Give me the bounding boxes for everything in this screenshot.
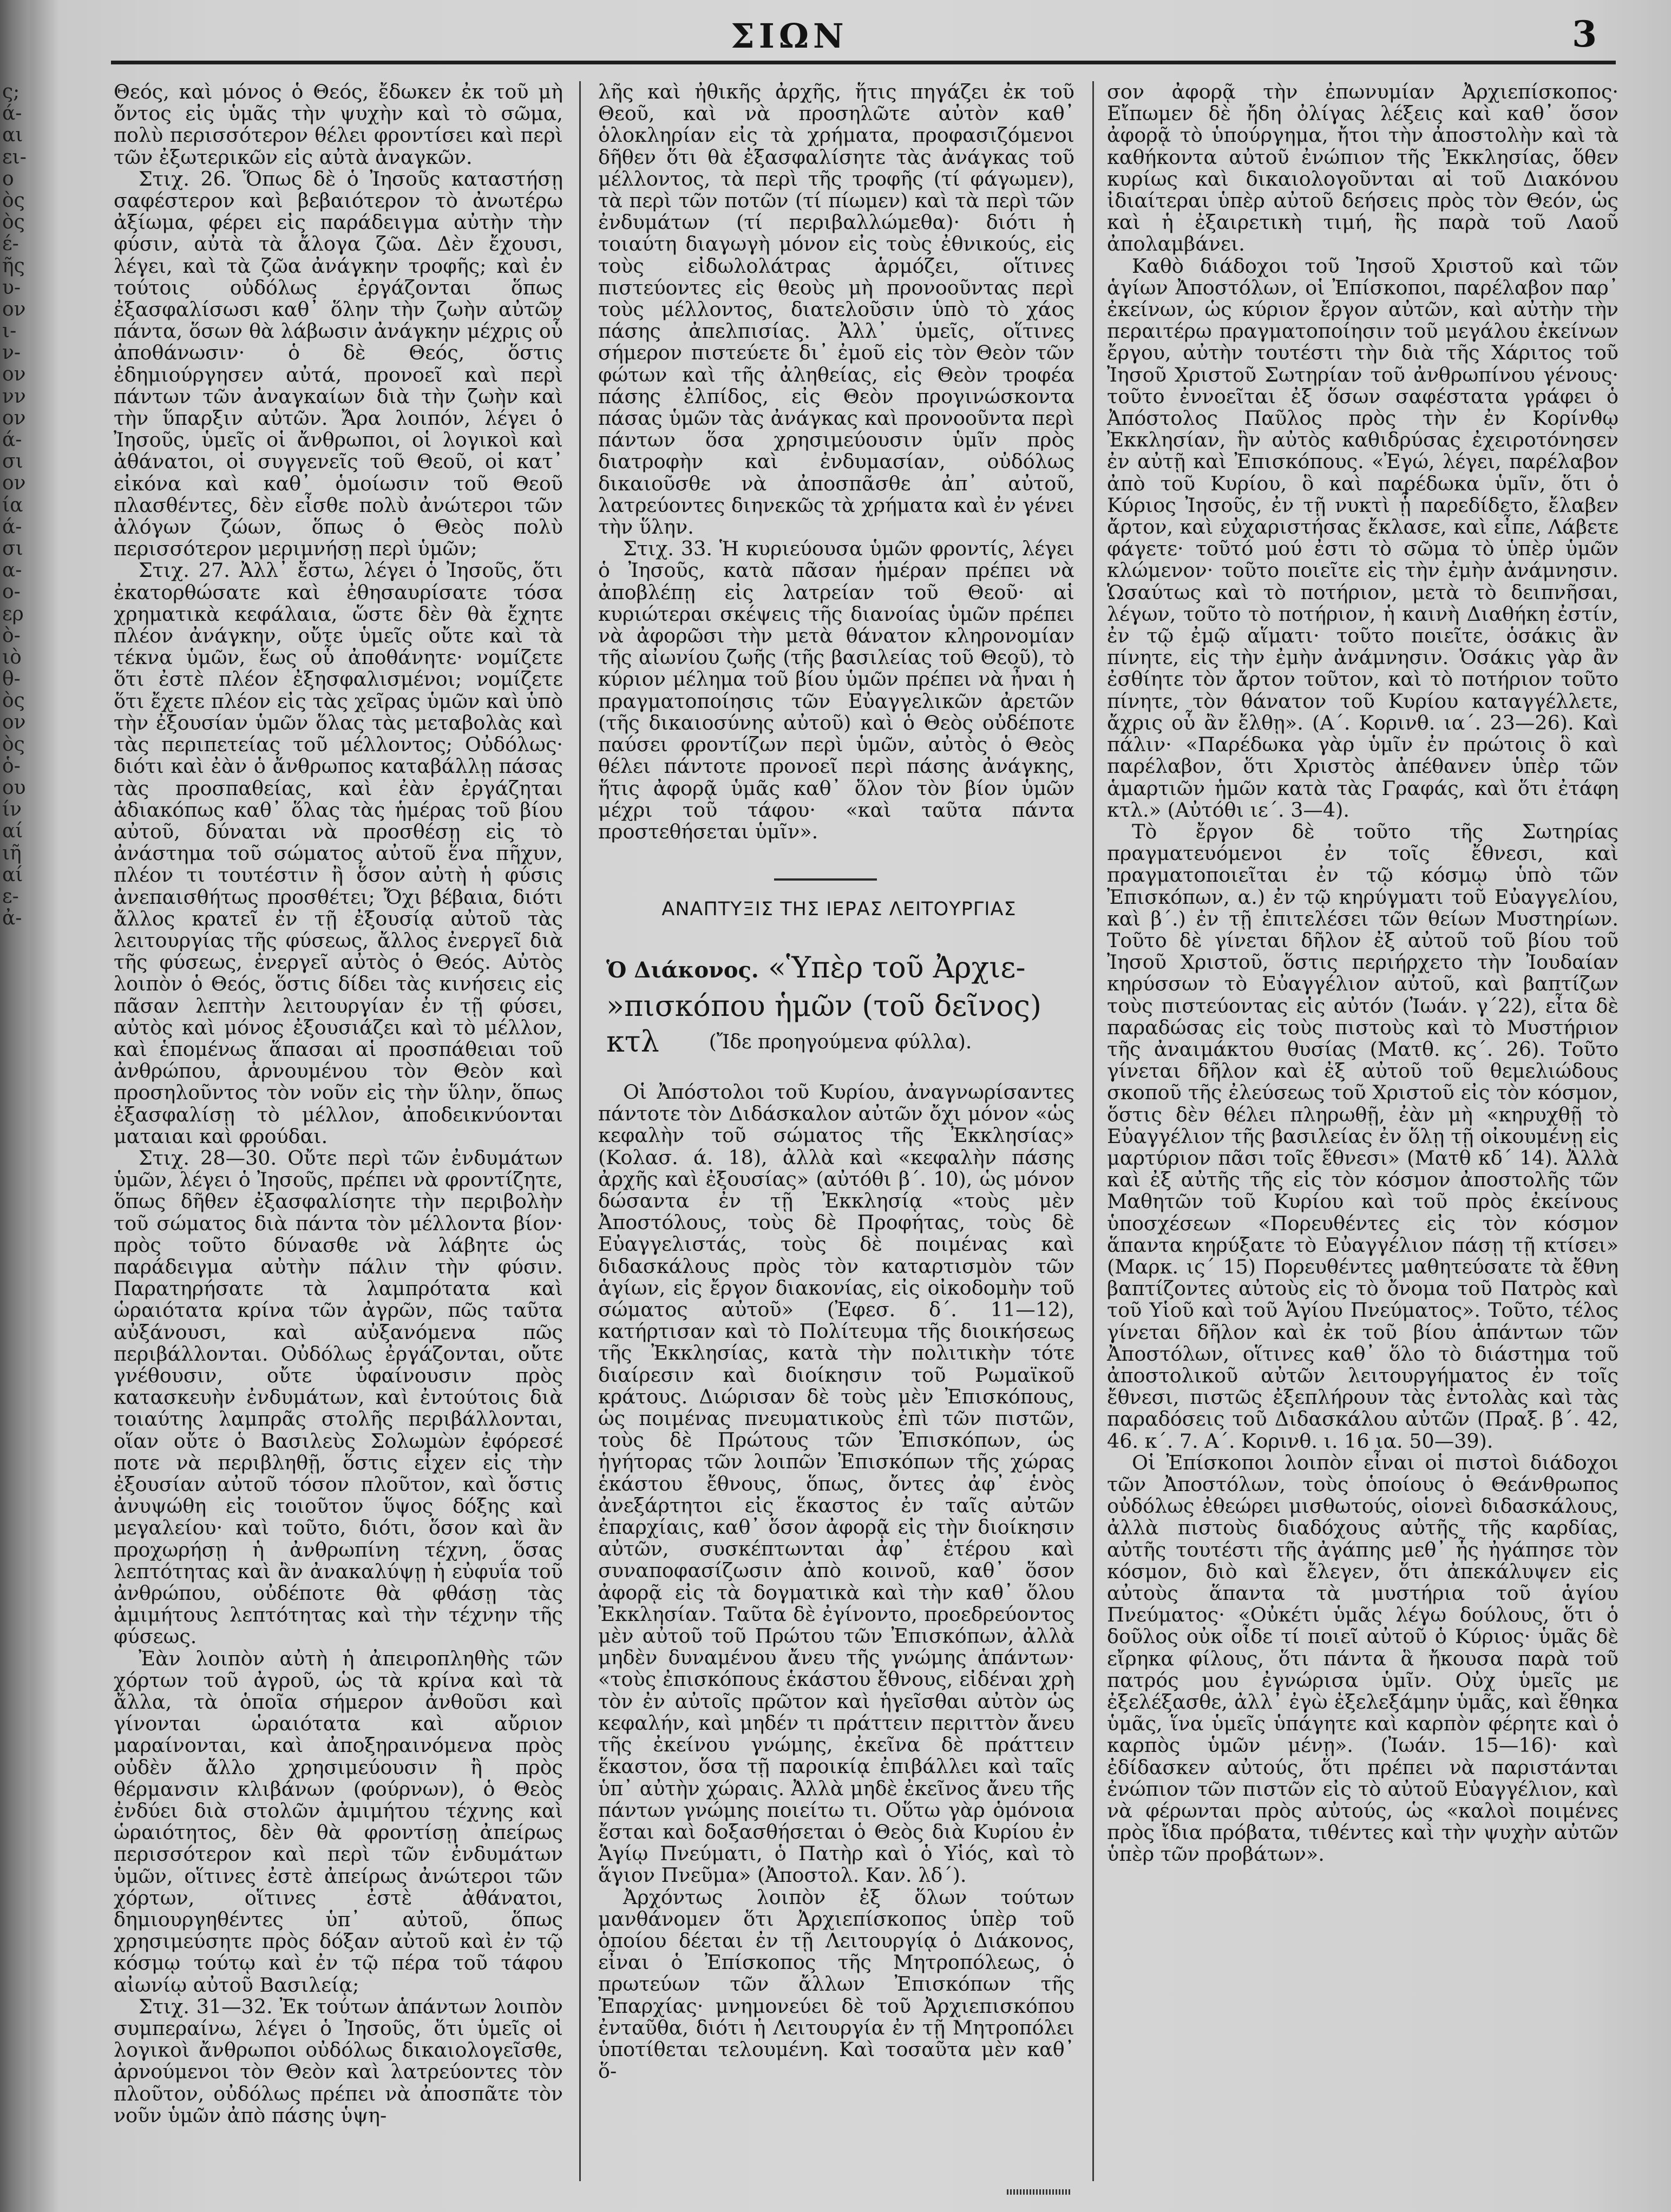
fragment-line: ου: [2, 777, 26, 799]
fragment-line: ον: [2, 712, 26, 734]
fragment-line: ὸς: [2, 212, 25, 234]
section-divider: [774, 878, 877, 881]
lead-speaker: Ὁ Διάκονος.: [606, 957, 759, 983]
paragraph: Οἱ Ἀπόστολοι τοῦ Κυρίου, ἀναγνωρίσαντες πάντοτε τὸν Διδάσκαλον αὐτῶν ὄχι μόνον «ὡς κεφαλὴν τοῦ σώματος τῆς Ἐκκλησίας» (Κολασ. ά. 18), ἀλλὰ καὶ «κεφαλὴν πάσης ἀρχῆς καὶ ἐξουσίας» (αὐτόθι β΄. 10), ὡς μόνον δώσαντα ἐν τῇ Ἐκκλησίᾳ «τοὺς μὲν Ἀποστόλους, τοὺς δὲ Προφήτας, τοὺς δὲ Εὐαγγελιστάς, τοὺς δὲ ποιμένας καὶ διδασκάλους πρὸς τὸν καταρτισμὸν τῶν ἁγίων, εἰς ἔργον διακονίας, εἰς οἰκοδομὴν τοῦ σώματος αὐτοῦ» (Ἐφεσ. δ΄. 11—12), κατήρτισαν καὶ τὸ Πολίτευμα τῆς διοικήσεως τῆς Ἐκκλησίας, κατὰ τὴν πολιτικὴν τότε διαίρεσιν καὶ διοίκησιν τοῦ Ρωμαϊκοῦ κράτους. Διώρισαν δὲ τοὺς μὲν Ἐπισκόπους, ὡς ποιμένας πνευματικοὺς ἐπὶ τῶν πιστῶν, τοὺς δὲ Πρώτους τῶν Ἐπισκόπων, ὡς ἡγήτορας τῶν λοιπῶν Ἐπισκόπων τῆς χώρας ἑκάστου ἔθνους, ὅπως, ὄντες ἀφ᾿ ἑνὸς ἀνεξάρτητοι εἰς ἕκαστος ἐν ταῖς αὐτῶν ἐπαρχίαις, καθ᾿ ὅσον ἀφορᾷ εἰς τὴν διοίκησιν αὐτῶν, συσκέπτωνται ἀφ᾿ ἑτέρου καὶ συναποφασίζωσιν ἀπὸ κοινοῦ, καθ᾿ ὅσον ἀφορᾷ εἰς τὰ δογματικὰ καὶ τὴν καθ᾿ ὅλου Ἐκκλησίαν. Ταῦτα δὲ ἐγίνοντο, προεδρεύοντος μὲν αὐτοῦ τοῦ Πρώτου τῶν Ἐπισκόπων, ἀλλὰ μηδὲν δυναμένου ἄνευ τῆς γνώμης ἁπάντων· «τοὺς ἐπισκόπους ἑκάστου ἔθνους, εἰδέναι χρὴ τὸν ἐν αὐτοῖς πρῶτον καὶ ἡγεῖσθαι αὐτὸν ὡς κεφαλήν, καὶ μηδέν τι πράττειν περιττὸν ἄνευ τῆς ἐκείνου γνώμης, ἐκεῖνα δὲ πράττειν ἕκαστον, ὅσα τῇ παροικίᾳ ἐπιβάλλει καὶ ταῖς ὑπ᾿ αὐτὴν χώραις. Ἀλλὰ μηδὲ ἐκεῖνος ἄνευ τῆς πάντων γνώμης ποιείτω τι. Οὕτω γὰρ ὁμόνοια ἔσται καὶ δοξασθήσεται ὁ Θεὸς διὰ Κυρίου ἐν Ἁγίῳ Πνεύματι, ὁ Πατὴρ καὶ ὁ Υἱός, καὶ τὸ ἅγιον Πνεῦμα» (Ἀποστολ. Καν. λδ΄).: [598, 1080, 1074, 1887]
fragment-line: σι: [2, 537, 23, 560]
paragraph: Στιχ. 26. Ὅπως δὲ ὁ Ἰησοῦς καταστήσῃ σαφέστερον καὶ βεβαιότερον τὸ ἀνωτέρω ἀξίωμα, φέρει εἰς παράδειγμα αὐτὴν τὴν φύσιν, αὐτὰ τὰ ἄλογα ζῶα. Δὲν ἔχουσι, λέγει, καὶ τὰ ζῶα ἀνάγκην τροφῆς; καὶ ἐν τούτοις οὐδόλως ἐργάζονται ὅπως ἐξασφαλίσωσι καθ᾿ ὅλην τὴν ζωὴν αὐτῶν πάντα, ὅσων θὰ λάβωσιν ἀνάγκην μέχρις οὗ ἀποθάνωσιν· ὁ δὲ Θεός, ὅστις ἐδημιούργησεν αὐτά, προνοεῖ καὶ περὶ πάντων τῶν ἀναγκαίων διὰ τὴν ζωὴν καὶ τὴν ὕπαρξιν αὐτῶν. Ἄρα λοιπόν, λέγει ὁ Ἰησοῦς, ὑμεῖς οἱ ἄνθρωποι, οἱ λογικοὶ καὶ ἀθάνατοι, οἱ συγγενεῖς τοῦ Θεοῦ, οἱ κατ᾿ εἰκόνα καὶ καθ᾿ ὁμοίωσιν τοῦ Θεοῦ πλασθέντες, δὲν εἶσθε πολὺ ἀνώτεροι τῶν ἀλόγων ζώων, ὅπως ὁ Θεὸς πολὺ περισσότερον μεριμνήσῃ περὶ ὑμῶν;: [114, 167, 563, 561]
adjacent-page-fragments: [2, 81, 27, 929]
fragment-line: αί: [2, 864, 23, 886]
fragment-line: ιῆ: [2, 842, 22, 864]
fragment-line: ἀ-: [2, 908, 22, 930]
fragment-line: ὸς: [2, 690, 25, 712]
paragraph: Καθὸ διάδοχοι τοῦ Ἰησοῦ Χριστοῦ καὶ τῶν ἁγίων Ἀποστόλων, οἱ Ἐπίσκοποι, παρέλαβον παρ᾿ ἐκείνων, ὡς κύριον ἔργον αὐτῶν, καὶ αὐτὴν τὴν περαιτέρω πραγματοποίησιν τοῦ μεγάλου ἐκείνων ἔργου, αὐτὴν τουτέστι τὴν διὰ τῆς Χάριτος τοῦ Ἰησοῦ Χριστοῦ Σωτηρίαν τοῦ ἀνθρωπίνου γένους· τοῦτο ἐννοεῖται ἐξ ὅσων σαφέστατα γράφει ὁ Ἀπόστολος Παῦλος πρὸς τὴν ἐν Κορίνθῳ Ἐκκλησίαν, ἣν αὐτὸς καθιδρύσας ἐχειροτόνησεν ἐν αὐτῇ καὶ Ἐπισκόπους. «Ἐγώ, λέγει, παρέλαβον ἀπὸ τοῦ Κυρίου, ὃ καὶ παρέδωκα ὑμῖν, ὅτι ὁ Κύριος Ἰησοῦς, ἐν τῇ νυκτὶ ᾗ παρεδίδετο, ἔλαβεν ἄρτον, καὶ εὐχαριστήσας ἔκλασε, καὶ εἶπε, Λάβετε φάγετε· τοῦτό μού ἐστι τὸ σῶμα τὸ ὑπὲρ ὑμῶν κλώμενον· τοῦτο ποιεῖτε εἰς τὴν ἐμὴν ἀνάμνησιν. Ὡσαύτως καὶ τὸ ποτήριον, μετὰ τὸ δειπνῆσαι, λέγων, τοῦτο τὸ ποτήριον, ἡ καινὴ Διαθήκη ἐστίν, ἐν τῷ ἐμῷ αἵματι· τοῦτο ποιεῖτε, ὁσάκις ἂν πίνητε, εἰς τὴν ἐμὴν ἀνάμνησιν. Ὁσάκις γὰρ ἂν ἐσθίητε τὸν ἄρτον τοῦτον, καὶ τὸ ποτήριον τοῦτο πίνητε, τὸν θάνατον τοῦ Κυρίου καταγγέλλετε, ἄχρις οὗ ἂν ἔλθῃ». (Α΄. Κορινθ. ια΄. 23—26). Καὶ πάλιν· «Παρέδωκα γὰρ ὑμῖν ἐν πρώτοις ὃ καὶ παρέλαβον, ὅτι Χριστὸς ἀπέθανεν ὑπὲρ τῶν ἁμαρτιῶν ἡμῶν κατὰ τὰς Γραφάς, καὶ ὅτι ἐτάφη κτλ.» (Αὐτόθι ιε΄. 3—4).: [1107, 254, 1618, 822]
fragment-line: έ-: [2, 233, 19, 255]
fragment-line: ίν: [2, 799, 22, 821]
paragraph: Θεός, καὶ μόνος ὁ Θεός, ἔδωκεν ἐκ τοῦ μὴ ὄντος εἰς ὑμᾶς τὴν ψυχὴν καὶ τὸ σῶμα, πολὺ περισσότερον θέλει φροντίσει καὶ περὶ τῶν ἐξωτερικῶν εἰς αὐτὰ ἀναγκῶν.: [114, 80, 563, 169]
section-title: ΑΝΑΠΤΥΞΙΣ ΤΗΣ ΙΕΡΑΣ ΛΕΙΤΟΥΡΓΙΑΣ: [661, 898, 1017, 920]
fragment-line: ὸς: [2, 733, 25, 756]
section-note: (Ἴδε προηγούμενα φύλλα).: [709, 1031, 972, 1053]
page-header: [87, 11, 1597, 62]
paragraph: Ἀρχόντως λοιπὸν ἐξ ὅλων τούτων μανθάνομεν ὅτι Ἀρχιεπίσκοπος ὑπὲρ τοῦ ὁποίου δέεται ἐν τῇ Λειτουργίᾳ ὁ Διάκονος, εἶναι ὁ Ἐπίσκοπος τῆς Μητροπόλεως, ὁ πρωτεύων τῶν ἄλλων Ἐπισκόπων τῆς Ἐπαρχίας· μνημονεύει δὲ τοῦ Ἀρχιεπισκόπου ἐνταῦθα, διότι ἡ Λειτουργία ἐν τῇ Μητροπόλει ὑποτίθεται τελουμένη. Καὶ τοσαῦτα μὲν καθ᾿ ὅ-: [598, 1885, 1074, 2083]
page-number: 3: [1572, 13, 1597, 55]
fragment-line: ν-: [2, 342, 21, 364]
fragment-line: ὁ-: [2, 755, 21, 777]
fragment-line: α-: [2, 560, 22, 582]
newspaper-title: ΣΙΩΝ: [731, 16, 848, 56]
paragraph: Στιχ. 31—32. Ἐκ τούτων ἁπάντων λοιπὸν συμπεραίνω, λέγει ὁ Ἰησοῦς, ὅτι ὑμεῖς οἱ λογικοὶ ἄνθρωποι οὐδόλως δικαιολογεῖσθε, ἀρνούμενοι τὸν Θεὸν καὶ λατρεύοντες τὸν πλοῦτον, οὐδόλως πρέπει νὰ ἀποσπᾶτε τὸν νοῦν ὑμῶν ἀπὸ πάσης ὑψη-: [114, 1994, 563, 2127]
paragraph: Τὸ ἔργον δὲ τοῦτο τῆς Σωτηρίας πραγματευόμενοι ἐν τοῖς ἔθνεσι, καὶ πραγματοποιεῖται ἐν τῷ κόσμῳ ὑπὸ τῶν Ἐπισκόπων, α.) ἐν τῷ κηρύγματι τοῦ Εὐαγγελίου, καὶ β΄.) ἐν τῇ ἐπιτελέσει τῶν θείων Μυστηρίων. Τοῦτο δὲ γίνεται δῆλον ἐξ αὐτοῦ τοῦ βίου τοῦ Ἰησοῦ Χριστοῦ, ὅστις περιήρχετο τὴν Ἰουδαίαν κηρύσσων τὸ Εὐαγγέλιον αὐτοῦ, καὶ βαπτίζων τοὺς πιστεύοντας εἰς αὐτόν (Ἰωάν. γ΄22), εἶτα δὲ παραδώσας εἰς τοὺς πιστοὺς καὶ τὸ Μυστήριον τῆς ἀναιμάκτου θυσίας (Ματθ. κς΄. 26). Τοῦτο γίνεται δῆλον καὶ ἐξ αὐτοῦ τοῦ θεμελιώδους σκοποῦ τῆς ἐλεύσεως τοῦ Χριστοῦ εἰς τὸν κόσμον, ὅστις δὲν θέλει πληρωθῇ, ἐὰν μὴ «κηρυχθῇ τὸ Εὐαγγέλιον τῆς βασιλείας ἐν ὅλῃ τῇ οἰκουμένῃ εἰς μαρτύριον πᾶσι τοῖς ἔθνεσι» (Ματθ κδ΄ 14). Ἀλλὰ καὶ ἐξ αὐτῆς τῆς εἰς τὸν κόσμον ἀποστολῆς τῶν Μαθητῶν τοῦ Κυρίου καὶ τοῦ πρὸς ἐκείνους ὑποσχέσεων «Πορευθέντες εἰς τὸν κόσμον ἅπαντα κηρύξατε τὸ Εὐαγγέλιον πάσῃ τῇ κτίσει» (Μαρκ. ις΄ 15) Πορευθέντες μαθητεύσατε τὰ ἔθνη βαπτίζοντες αὐτοὺς εἰς τὸ ὄνομα τοῦ Πατρὸς καὶ τοῦ Υἱοῦ καὶ τοῦ Ἁγίου Πνεύματος». Τοῦτο, τέλος γίνεται δῆλον καὶ ἐκ τοῦ βίου ἁπάντων τῶν Ἀποστόλων, οἵτινες καθ᾿ ὅλο τὸ διάστημα τοῦ ἀποστολικοῦ αὐτῶν λειτουργήματος ἐν τοῖς ἔθνεσι, πιστῶς ἐξεπλήρουν τὰς ἐντολὰς καὶ τὰς παραδόσεις τοῦ Διδασκάλου αὐτῶν (Πραξ. β΄. 42, 46. κ΄. 7. Α΄. Κορινθ. ι. 16 ια. 50—39).: [1107, 819, 1618, 1453]
fragment-line: ά-: [2, 103, 22, 125]
column-1: [114, 81, 563, 2126]
fragment-line: ιὸ: [2, 646, 22, 668]
fragment-line: ον: [2, 472, 26, 495]
fragment-line: ὸ-: [2, 625, 21, 647]
fragment-line: ά-: [2, 516, 22, 538]
column-divider-2: [1092, 81, 1094, 2181]
header-rule: [111, 61, 1616, 64]
fragment-line: ία: [2, 494, 23, 516]
fragment-line: αι: [2, 124, 23, 147]
fragment-line: ο: [2, 168, 14, 190]
fragment-line: ο-: [2, 581, 21, 603]
fragment-line: ὸς: [2, 189, 25, 212]
paragraph: Στιχ. 27. Ἀλλ᾿ ἔστω, λέγει ὁ Ἰησοῦς, ὅτι ἐκατορθώσατε καὶ ἐθησαυρίσατε τόσα χρηματικὰ κεφάλαια, ὥστε δὲν θὰ ἔχητε πλέον ἀνάγκην, οὔτε ὑμεῖς οὔτε καὶ τὰ τέκνα ὑμῶν, ἕως οὗ ἀποθάνητε· νομίζετε ὅτι ἐστὲ πλέον ἐξησφαλισμένοι; νομίζετε ὅτι ἔχετε πλέον εἰς τὰς χεῖρας ὑμῶν καὶ ὑπὸ τὴν ἐξουσίαν ὑμῶν ὅλας τὰς μεταβολὰς καὶ τὰς περιπετείας τοῦ μέλλοντος; Οὐδόλως· διότι καὶ ἐὰν ὁ ἄνθρωπος καταβάλλῃ πάσας τὰς προσπαθείας, καὶ ἐὰν ἐργάζηται ἀδιακόπως καθ᾿ ὅλας τὰς ἡμέρας τοῦ βίου αὐτοῦ, δύναται νὰ προσθέσῃ εἰς τὸ ἀνάστημα τοῦ σώματος αὐτοῦ ἕνα πῆχυν, πλέον τι τουτέστιν ἢ ὅσον αὐτὴ ἡ φύσις ἀνεπαισθήτως προσθέτει; Ὄχι βέβαια, διότι ἄλλος κρατεῖ ἐν τῇ ἐξουσίᾳ αὐτοῦ τὰς λειτουργίας τῆς φύσεως, ἄλλος ἐνεργεῖ διὰ τῆς φύσεως, ἐνεργεῖ αὐτὸς ὁ Θεός. Αὐτὸς λοιπὸν ὁ Θεός, ὅστις δίδει τὰς κινήσεις εἰς πᾶσαν λεπτὴν λειτουργίαν ἐν τῇ φύσει, αὐτὸς καὶ μόνος ἐξουσιάζει καὶ τὸ μέλλον, καὶ ἑπομένως ἅπασαι αἱ προσπάθειαι τοῦ ἀνθρώπου, ἀρνουμένου τὸν Θεὸν καὶ προσηλοῦντος τὸν νοῦν εἰς τὴν ὕλην, ὅπως ἐξασφαλίσῃ τὸ μέλλον, ἀποδεικνύονται ματαιαι καὶ φρούδαι.: [114, 559, 563, 1148]
fragment-line: αί: [2, 821, 23, 843]
column-2-top: [598, 81, 1074, 843]
fragment-line: ι-: [2, 320, 17, 343]
fragment-line: ε-: [2, 885, 19, 908]
fragment-line: ς;: [2, 81, 20, 103]
fragment-line: σι: [2, 451, 23, 473]
fragment-line: ῆς: [2, 255, 25, 277]
fragment-line: ει-: [2, 146, 27, 168]
fragment-line: ά-: [2, 429, 22, 451]
paragraph: σον ἀφορᾷ τὴν ἐπωνυμίαν Ἀρχιεπίσκοπος· Εἴπωμεν δὲ ἤδη ὀλίγας λέξεις καὶ καθ᾿ ὅσον ἀφορᾷ τὸ ὑπούργημα, ἤτοι τὴν ἀποστολὴν καὶ τὰ καθήκοντα αὐτοῦ ἐνώπιον τῆς Ἐκκλησίας, ὅθεν κυρίως καὶ δικαιολογοῦνται αἱ τοῦ Διακόνου ἰδιαίτεραι ὑπὲρ αὐτοῦ δεήσεις πρὸς τὸν Θεόν, ὡς καὶ ἡ ἐξαιρετικὴ τιμή, ἣς παρὰ τοῦ Λαοῦ ἀπολαμβάνει.: [1107, 80, 1618, 256]
fragment-line: ον: [2, 298, 26, 320]
fragment-line: νν: [2, 385, 26, 408]
column-divider-1: [579, 81, 581, 2181]
fragment-line: ον: [2, 364, 26, 386]
fragment-line: θ-: [2, 668, 21, 691]
column-2-bottom: [598, 1081, 1074, 2082]
paragraph: Ἐὰν λοιπὸν αὐτὴ ἡ ἀπειροπληθὴς τῶν χόρτων τοῦ ἀγροῦ, ὡς τὰ κρίνα καὶ τὰ ἄλλα, τὰ ὁποῖα σήμερον ἀνθοῦσι καὶ γίνονται ὡραιότατα καὶ αὔριον μαραίνονται, καὶ ἀποξηραινόμενα πρὸς οὐδὲν ἄλλο χρησιμεύουσιν ἢ πρὸς θέρμανσιν κλιβάνων (φούρνων), ὁ Θεὸς ἐνδύει διὰ στολῶν ἀμιμήτου τέχνης καὶ ὡραιότητος, δὲν θὰ φροντίσῃ ἀπείρως περισσότερον καὶ περὶ τῶν ἐνδυμάτων ὑμῶν, οἵτινες ἐστὲ ἀπείρως ἀνώτεροι τῶν χόρτων, οἵτινες ἐστὲ ἀθάνατοι, δημιουργηθέντες ὑπ᾿ αὐτοῦ, ὅπως χρησιμεύσητε πρὸς δόξαν αὐτοῦ καὶ ἐν τῷ κόσμῳ τούτῳ καὶ ἐν τῷ πέρα τοῦ τάφου αἰωνίῳ αὐτοῦ Βασιλείᾳ;: [114, 1646, 563, 1997]
fragment-line: υ-: [2, 277, 21, 299]
column-3: [1107, 81, 1618, 1866]
paragraph: λῆς καὶ ἠθικῆς ἀρχῆς, ἥτις πηγάζει ἐκ τοῦ Θεοῦ, καὶ νὰ προσηλῶτε αὐτὸν καθ᾿ ὁλοκληρίαν εἰς τὰ χρήματα, προφασιζόμενοι δῆθεν ὅτι θὰ ἐξασφαλίσητε τὰς ἀνάγκας τοῦ μέλλοντος, τὰ περὶ τῆς τροφῆς (τί φάγωμεν), τὰ περὶ τῶν ποτῶν (τί πίωμεν) καὶ τὰ περὶ τῶν ἐνδυμάτων (τί περιβαλλώμεθα)· διότι ἡ τοιαύτη διαγωγὴ μόνον εἰς τοὺς ἐθνικούς, εἰς τοὺς εἰδωλολάτρας ἁρμόζει, οἵτινες πιστεύοντες εἰς θεοὺς μὴ προνοοῦντας περὶ τοὺς μέλλοντος, διατελοῦσιν ὑπὸ τὸ χάος πάσης ἀπελπισίας. Ἀλλ᾿ ὑμεῖς, οἵτινες σήμερον πιστεύετε δι᾿ ἐμοῦ εἰς τὸν Θεὸν τῶν φώτων καὶ τῆς ἀληθείας, εἰς Θεὸν τροφέα πάσης ἐλπίδος, εἰς Θεὸν προγινώσκοντα πάσας ὑμῶν τὰς ἀνάγκας καὶ προνοοῦντα περὶ πάντων ὅσα χρησιμεύουσιν ὑμῖν πρὸς διατροφὴν καὶ ἐνδυμασίαν, οὐδόλως δικαιοῦσθε νὰ ἀποσπᾶσθε ἀπ᾿ αὐτοῦ, λατρεύοντες διηνεκῶς τὰ χρήματα καὶ ἐν γένει τὴν ὕλην.: [598, 80, 1074, 539]
paragraph: Στιχ. 33. Ἡ κυριεύουσα ὑμῶν φροντίς, λέγει ὁ Ἰησοῦς, κατὰ πᾶσαν ἡμέραν πρέπει νὰ ἀποβλέπῃ εἰς λατρείαν τοῦ Θεοῦ· αἱ κυριώτεραι σκέψεις τῆς διανοίας ὑμῶν πρέπει νὰ ἀφορῶσι τὴν μετὰ θάνατον κληρονομίαν τῆς αἰωνίου ζωῆς (τῆς βασιλείας τοῦ Θεοῦ), τὸ κύριον μέλημα τοῦ βίου ὑμῶν πρέπει νὰ ἦναι ἡ πραγματοποίησις τῶν Εὐαγγελικῶν ἀρετῶν (τῆς δικαιοσύνης αὐτοῦ) καὶ ὁ Θεὸς οὐδέποτε παύσει φροντίζων περὶ ὑμῶν, αὐτὸς ὁ Θεὸς θέλει πάντοτε προνοεῖ περὶ πάσης ἀνάγκης, ἥτις ἀφορᾷ ὑμᾶς καθ᾿ ὅλον τὸν βίον ὑμῶν μέχρι τοῦ τάφου· «καὶ ταῦτα πάντα προστεθήσεται ὑμῖν».: [598, 537, 1074, 843]
lead-text: «Ὑπὲρ τοῦ Ἀρχιε- »πισκόπου ἡμῶν (τοῦ δεῖνος) κτλ: [606, 950, 1042, 1059]
paragraph: Οἱ Ἐπίσκοποι λοιπὸν εἶναι οἱ πιστοὶ διάδοχοι τῶν Ἀποστόλων, τοὺς ὁποίους ὁ Θεάνθρωπος οὐδόλως ἐθεώρει μισθωτούς, οἱονεὶ διδασκάλους, ἀλλὰ πιστοὺς διαδόχους αὐτῆς τῆς καρδίας, αὐτῆς τουτέστι τῆς ἀγάπης μεθ᾿ ἧς ἠγάπησε τὸν κόσμον, διὸ καὶ ἔλεγεν, ὅτι ἀπεκάλυψεν εἰς αὐτοὺς ἅπαντα τὰ μυστήρια τοῦ ἁγίου Πνεύματος· «Οὐκέτι ὑμᾶς λέγω δούλους, ὅτι ὁ δοῦλος οὐκ οἶδε τί ποιεῖ αὐτοῦ ὁ Κύριος· ὑμᾶς δὲ εἴρηκα φίλους, ὅτι πάντα ἃ ἤκουσα παρὰ τοῦ πατρός μου ἐγνώρισα ὑμῖν. Οὐχ ὑμεῖς με ἐξελέξασθε, ἀλλ᾿ ἐγὼ ἐξελεξάμην ὑμᾶς, καὶ ἔθηκα ὑμᾶς, ἵνα ὑμεῖς ὑπάγητε καὶ καρπὸν φέρητε καὶ ὁ καρπὸς ὑμῶν μένῃ». (Ἰωάν. 15—16)· καὶ ἐδίδασκεν αὐτούς, ὅτι πρέπει νὰ παριστάνται ἐνώπιον τῶν πιστῶν εἰς τὸ αὐτοῦ Εὐαγγέλιον, καὶ νὰ φέρωνται πρὸς αὐτούς, ὡς «καλοὶ ποιμένες πρὸς ἴδια πρόβατα, τιθέντες καὶ τὴν ψυχὴν αὐτῶν ὑπὲρ τῶν προβάτων».: [1107, 1450, 1618, 1866]
fragment-line: ον: [2, 407, 26, 429]
paragraph: Στιχ. 28—30. Οὔτε περὶ τῶν ἐνδυμάτων ὑμῶν, λέγει ὁ Ἰησοῦς, πρέπει νὰ φροντίζητε, ὅπως δῆθεν ἐξασφαλίσητε τὴν περιβολὴν τοῦ σώματος διὰ πάντα τὸν μέλλοντα βίον· πρὸς τοῦτο δύνασθε νὰ λάβητε ὡς παράδειγμα αὐτὴν πάλιν τὴν φύσιν. Παρατηρήσατε τὰ λαμπρότατα καὶ ὡραιότατα κρίνα τῶν ἀγρῶν, πῶς ταῦτα αὐξάνουσι, καὶ αὐξανόμενα πῶς περιβάλλονται. Οὐδόλως ἐργάζονται, οὔτε γνέθουσιν, οὔτε ὑφαίνουσιν πρὸς κατασκευὴν ἐνδυμάτων, καὶ ἐντούτοις διὰ τοιαύτης λαμπρᾶς στολῆς περιβάλλονται, οἵαν οὔτε ὁ Βασιλεὺς Σολωμὼν ἐφόρεσέ ποτε νὰ περιβληθῇ, ὅστις εἶχεν εἰς τὴν ἐξουσίαν αὐτοῦ τόσον πλοῦτον, καὶ ὅστις ἀνυψώθη εἰς τοιοῦτον ὕψος δόξης καὶ μεγαλείου· καὶ τοῦτο, διότι, ὅσον καὶ ἂν προχωρήσῃ ἡ ἀνθρωπίνη τέχνη, ὅσας λεπτότητας καὶ ἂν ἀνακαλύψῃ ἡ εὐφυΐα τοῦ ἀνθρώπου, οὐδέποτε θὰ φθάσῃ τὰς ἀμιμήτους λεπτότητας καὶ τὴν τέχνην τῆς φύσεως.: [114, 1146, 563, 1649]
end-ornament: [1007, 2189, 1072, 2195]
fragment-line: ερ: [2, 603, 24, 625]
